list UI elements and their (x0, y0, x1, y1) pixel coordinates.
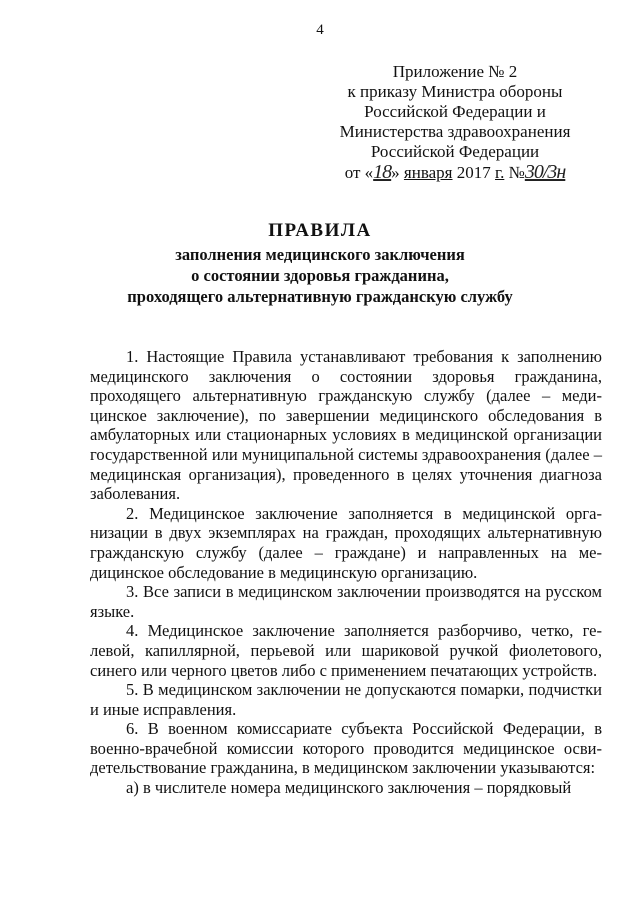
appendix-ministry-line: Министерства здравоохранения (339, 122, 571, 141)
appendix-org-line-2: Российской Федерации (370, 142, 540, 161)
date-year: 2017 (452, 163, 496, 182)
order-number-handwritten: 30/3н (524, 161, 566, 183)
document-body (90, 347, 602, 798)
document-title: ПРАВИЛА (268, 220, 372, 241)
date-day-handwritten: 18 (373, 161, 392, 183)
paragraph-5: 5. В медицинском заключении не допускаются помарки, подчистки и иные исправления. (90, 680, 602, 719)
date-g: г. (495, 163, 505, 182)
paragraph-1: 1. Настоящие Правила устанавливают требования к заполнению медицинского заключения о состоянии здоровья гражданина, проходящего альтернативную гражданскую службу (далее – медицинское заключение), по завершении медицинского обследования в амбулаторных или стационарных условиях в медицинской организации государственной или муниципальной системы здравоохранения (далее – медицинская организация), проведенного в целях уточнения диагноза заболевания. (90, 347, 602, 504)
date-month: января (403, 163, 453, 182)
page-number: 4 (316, 22, 324, 38)
paragraph-6a: а) в числителе номера медицинского заключения – порядковый (126, 778, 572, 798)
appendix-org-line: Российской Федерации и (364, 102, 546, 121)
paragraph-6: 6. В военном комиссариате субъекта Российской Федерации, в военно-врачебной комиссии которого проводится медицинское освидетельствование гражданина, в медицинском заключении указываются: (90, 719, 602, 778)
date-number-sign: № (504, 163, 525, 182)
date-mid: » (391, 163, 404, 182)
document-subtitle-2: о состоянии здоровья гражданина, (191, 266, 449, 285)
appendix-title: Приложение № 2 (392, 62, 518, 81)
document-subtitle-3: проходящего альтернативную гражданскую службу (127, 287, 513, 306)
paragraph-3: 3. Все записи в медицинском заключении производятся на русском языке. (90, 582, 602, 621)
appendix-date-line (300, 162, 610, 183)
paragraph-4: 4. Медицинское заключение заполняется разборчиво, четко, гелевой, капиллярной, перьевой или шариковой ручкой фиолетового, синего или черного цветов либо с применением печатающих устройств. (90, 621, 602, 680)
document-title-block (40, 218, 600, 307)
paragraph-2: 2. Медицинское заключение заполняется в медицинской организации в двух экземплярах на граждан, проходящих альтернативную гражданскую службу (далее – граждане) и направленных на медицинское обследование в медицинскую организацию. (90, 503, 602, 582)
date-prefix: от « (344, 163, 374, 182)
document-subtitle-1: заполнения медицинского заключения (175, 245, 465, 264)
appendix-order-line: к приказу Министра обороны (347, 82, 563, 101)
appendix-header (300, 62, 610, 183)
